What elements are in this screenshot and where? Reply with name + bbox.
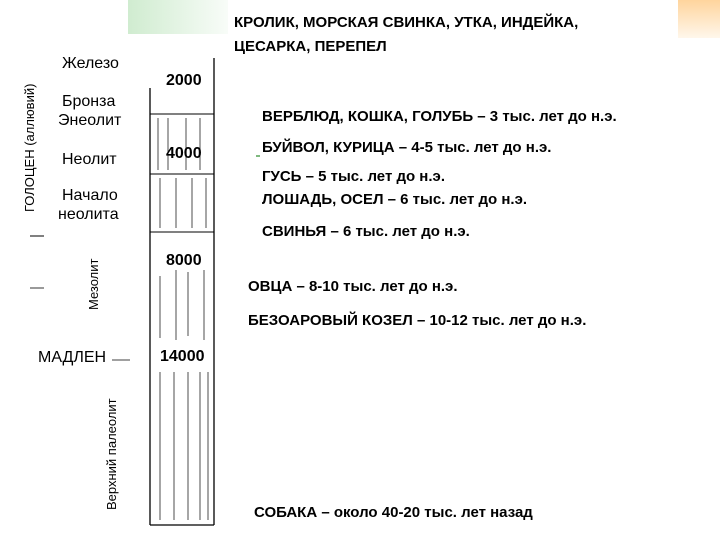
- animals-goat: БЕЗОАРОВЫЙ КОЗЕЛ – 10-12 тыс. лет до н.э.: [248, 312, 587, 329]
- animals-buffalo: БУЙВОЛ, КУРИЦА – 4-5 тыс. лет до н.э.: [262, 139, 552, 156]
- era-early-neolithic-line1: Начало: [62, 187, 118, 204]
- animals-sheep: ОВЦА – 8-10 тыс. лет до н.э.: [248, 278, 458, 295]
- animals-camel: ВЕРБЛЮД, КОШКА, ГОЛУБЬ – 3 тыс. лет до н.э.: [262, 108, 617, 125]
- timeline-8000: 8000: [166, 252, 202, 269]
- timeline-14000: 14000: [160, 348, 205, 365]
- timeline-4000: 4000: [166, 145, 202, 162]
- upper-paleolithic-label: Верхний палеолит: [104, 398, 119, 510]
- mesolithic-label: Мезолит: [86, 258, 101, 310]
- animals-horse: ЛОШАДЬ, ОСЕЛ – 6 тыс. лет до н.э.: [262, 191, 528, 208]
- era-early-neolithic-line2: неолита: [58, 206, 119, 223]
- animals-pig: СВИНЬЯ – 6 тыс. лет до н.э.: [262, 223, 470, 240]
- animals-rabbit-line2: ЦЕСАРКА, ПЕРЕПЕЛ: [234, 38, 387, 55]
- holocene-label: ГОЛОЦЕН (аллювий): [22, 83, 37, 212]
- era-bronze: Бронза: [62, 93, 116, 110]
- era-iron: Железо: [62, 55, 119, 72]
- animals-goose: ГУСЬ – 5 тыс. лет до н.э.: [262, 168, 445, 185]
- animals-dog: СОБАКА – около 40-20 тыс. лет назад: [254, 504, 533, 521]
- timeline-2000: 2000: [166, 72, 202, 89]
- era-eneolithic: Энеолит: [58, 112, 122, 129]
- animals-rabbit-line1: КРОЛИК, МОРСКАЯ СВИНКА, УТКА, ИНДЕЙКА,: [234, 14, 579, 31]
- era-neolithic: Неолит: [62, 151, 117, 168]
- era-magdalenian: МАДЛЕН: [38, 349, 107, 366]
